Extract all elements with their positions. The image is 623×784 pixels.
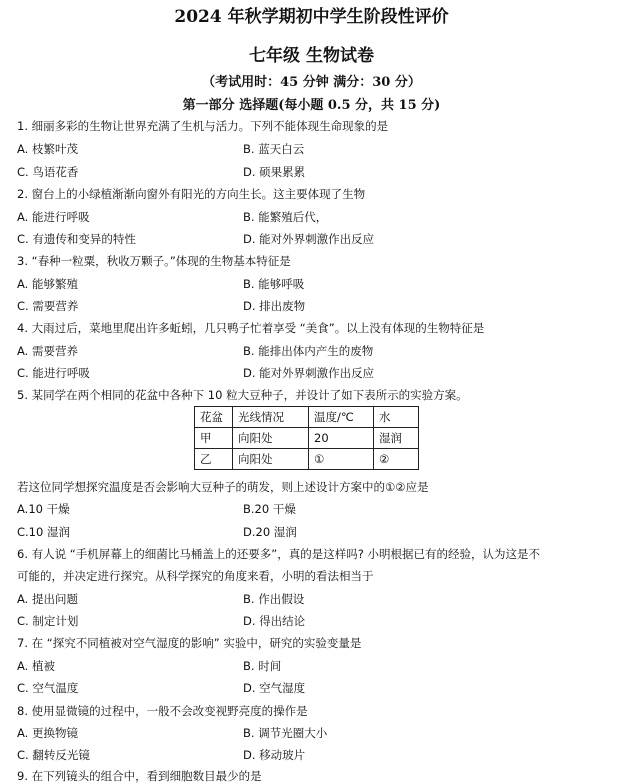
table-cell: ① <box>309 449 374 470</box>
option-b: B. 调节光圈大小 <box>243 726 328 740</box>
table-header: 光线情况 <box>233 407 309 428</box>
question-stem: 1. 细丽多彩的生物让世界充满了生机与活力。下列不能体现生命现象的是 <box>17 119 389 133</box>
option-d: D. 能对外界刺激作出反应 <box>243 366 375 380</box>
table-cell: 向阳处 <box>233 428 309 449</box>
table-cell: 20 <box>309 428 374 449</box>
option-a: A. 能够繁殖 <box>17 277 78 291</box>
option-d: D. 硕果累累 <box>243 165 306 179</box>
option-c: C. 翻转反光镜 <box>17 748 90 762</box>
table-row <box>195 428 419 449</box>
option-a: A. 能进行呼吸 <box>17 210 90 224</box>
option-a: A. 更换物镜 <box>17 726 78 740</box>
table-cell: ② <box>374 449 419 470</box>
option-d: D. 移动玻片 <box>243 748 306 762</box>
option-b: B. 能排出体内产生的废物 <box>243 344 374 358</box>
option-a: A. 植被 <box>17 659 55 673</box>
table-header: 温度/℃ <box>309 407 374 428</box>
option-a: A. 提出问题 <box>17 592 78 606</box>
option-c: C. 鸟语花香 <box>17 165 79 179</box>
option-b: B. 蓝天白云 <box>243 142 305 156</box>
option-a: A. 需要营养 <box>17 344 78 358</box>
table-cell: 甲 <box>195 428 233 449</box>
table-row <box>195 449 419 470</box>
question-stem: 8. 使用显微镜的过程中，一般不会改变视野亮度的操作是 <box>17 704 308 718</box>
table-header: 花盆 <box>195 407 233 428</box>
option-c: C. 空气温度 <box>17 681 79 695</box>
question-stem: 9. 在下列镜头的组合中，看到细胞数目最少的是 <box>17 769 262 783</box>
table-cell: 向阳处 <box>233 449 309 470</box>
option-b: B. 作出假设 <box>243 592 305 606</box>
table-header-row <box>195 407 419 428</box>
exam-title: 2024 年秋学期初中学生阶段性评价 <box>174 7 449 27</box>
exam-subtitle: 七年级 生物试卷 <box>249 46 374 66</box>
question-stem: 6. 有人说 “手机屏幕上的细菌比马桶盖上的还要多”，真的是这样吗? 小明根据已有的经验，认为这是不 <box>17 547 540 561</box>
option-c: C. 需要营养 <box>17 299 79 313</box>
option-a: A. 枝繁叶茂 <box>17 142 78 156</box>
table-cell: 湿润 <box>374 428 419 449</box>
option-c: C. 能进行呼吸 <box>17 366 90 380</box>
option-c: C. 有遗传和变异的特性 <box>17 232 136 246</box>
experiment-table <box>194 406 419 470</box>
question-followup: 若这位同学想探究温度是否会影响大豆种子的萌发，则上述设计方案中的①②应是 <box>17 480 429 494</box>
question-stem: 5. 某同学在两个相同的花盆中各种下 10 粒大豆种子，并设计了如下表所示的实验方案。 <box>17 388 468 402</box>
option-d: D. 得出结论 <box>243 614 306 628</box>
question-stem: 2. 窗台上的小绿植渐渐向窗外有阳光的方向生长。这主要体现了生物 <box>17 187 366 201</box>
question-stem: 7. 在 “探究不同植被对空气湿度的影响” 实验中，研究的实验变量是 <box>17 636 362 650</box>
section-heading: 第一部分 选择题(每小题 0.5 分，共 15 分) <box>182 98 441 113</box>
option-b: B. 能繁殖后代， <box>243 210 328 224</box>
option-d: D.20 湿润 <box>243 525 297 539</box>
table-cell: 乙 <box>195 449 233 470</box>
option-d: D. 能对外界刺激作出反应 <box>243 232 375 246</box>
option-c: C.10 湿润 <box>17 525 70 539</box>
question-stem: 4. 大雨过后，菜地里爬出许多蚯蚓，几只鸭子忙着享受 “美食”。以上没有体现的生物特征是 <box>17 321 485 335</box>
option-b: B. 时间 <box>243 659 282 673</box>
table-header: 水 <box>374 407 419 428</box>
option-b: B.20 干燥 <box>243 502 296 516</box>
option-c: C. 制定计划 <box>17 614 79 628</box>
option-d: D. 空气湿度 <box>243 681 306 695</box>
option-b: B. 能够呼吸 <box>243 277 305 291</box>
exam-info: （考试用时：45 分钟 满分：30 分） <box>202 75 421 90</box>
question-stem-continued: 可能的，并决定进行探究。从科学探究的角度来看，小明的看法相当于 <box>17 569 374 583</box>
question-stem: 3. “春种一粒粟，秋收万颗子。”体现的生物基本特征是 <box>17 254 291 268</box>
option-d: D. 排出废物 <box>243 299 306 313</box>
option-a: A.10 干燥 <box>17 502 70 516</box>
